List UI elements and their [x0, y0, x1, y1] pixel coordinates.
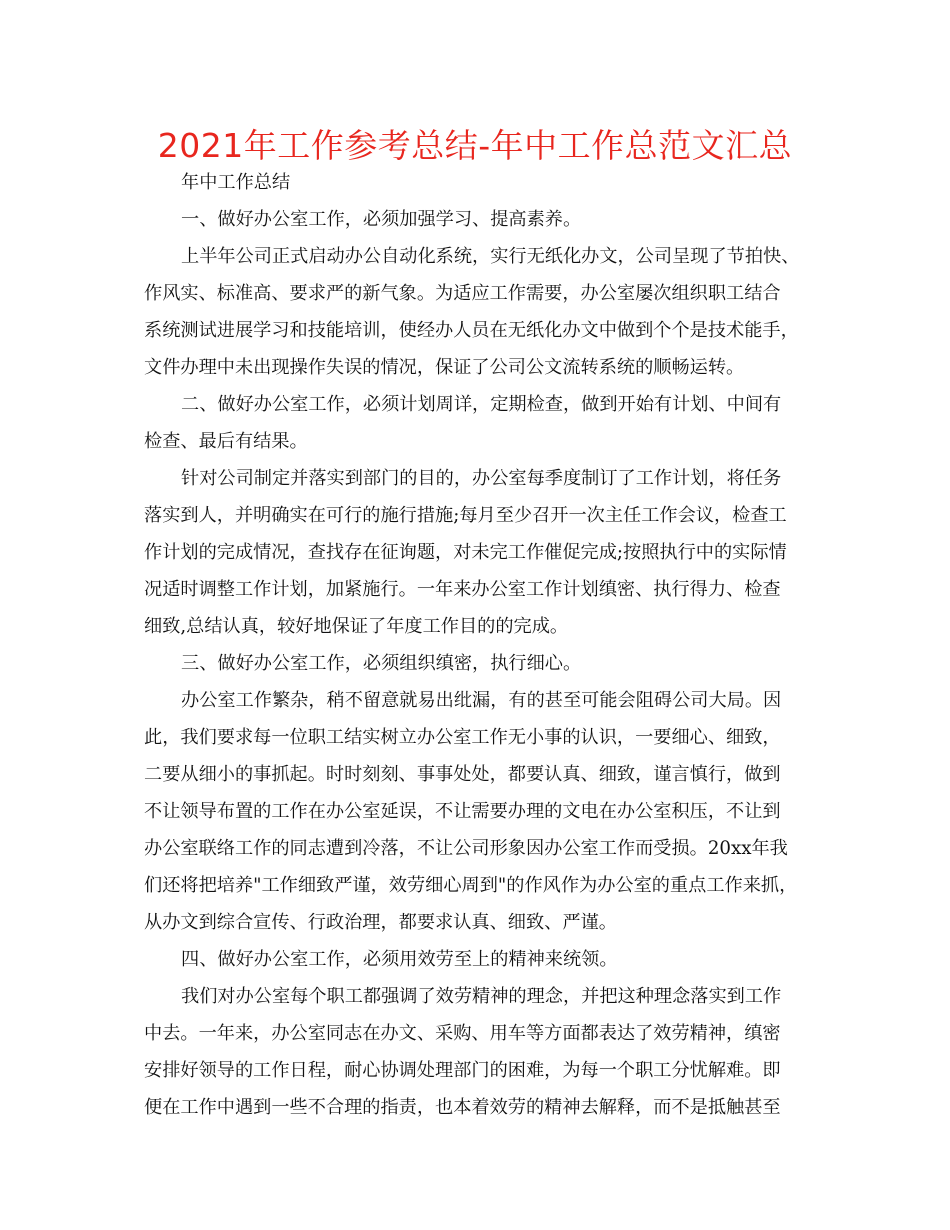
- paragraph: [144, 682, 808, 941]
- paragraph-line: 系统测试进展学习和技能培训，使经办人员在无纸化办文中做到个个是技术能手，: [144, 320, 799, 341]
- paragraph: [144, 941, 808, 978]
- paragraph-line: 中去。一年来，办公室同志在办文、采购、用车等方面都表达了效劳精神，缜密: [144, 1023, 781, 1044]
- paragraph-line: 们还将把培养"工作细致严谨，效劳细心周到"的作风作为办公室的重点工作来抓，: [144, 875, 798, 896]
- paragraph-line: 从办文到综合宣传、行政治理，都要求认真、细致、严谨。: [144, 912, 617, 933]
- paragraph: [144, 978, 808, 1126]
- paragraph-line: 我们对办公室每个职工都强调了效劳精神的理念，并把这种理念落实到工作: [181, 986, 782, 1007]
- paragraph-line: 落实到人，并明确实在可行的施行措施;每月至少召开一次主任工作会议，检查工: [144, 505, 787, 526]
- paragraph: [144, 201, 808, 238]
- paragraph-line: 二要从细小的事抓起。时时刻刻、事事处处，都要认真、细致，谨言慎行，做到: [144, 764, 781, 785]
- paragraph-line: 三、做好办公室工作，必须组织缜密，执行细心。: [181, 653, 582, 674]
- paragraph-line: 一、做好办公室工作，必须加强学习、提高素养。: [181, 209, 582, 230]
- paragraph-line: 办公室联络工作的同志遭到冷落，不让公司形象因办公室工作而受损。20xx年我: [144, 838, 788, 859]
- paragraph-line: 文件办理中未出现操作失误的情况，保证了公司公文流转系统的顺畅运转。: [144, 357, 745, 378]
- paragraph: [144, 460, 808, 645]
- paragraph-line: 便在工作中遇到一些不合理的指责，也本着效劳的精神去解释，而不是抵触甚至: [144, 1097, 781, 1118]
- paragraph: [144, 386, 808, 460]
- paragraph-line: 细致,总结认真，较好地保证了年度工作目的的完成。: [144, 616, 569, 637]
- document-title: 2021年工作参考总结-年中工作总范文汇总: [157, 126, 793, 165]
- paragraph-line: 检查、最后有结果。: [144, 431, 308, 452]
- paragraph-line: 上半年公司正式启动办公自动化系统，实行无纸化办文，公司呈现了节拍快、: [181, 246, 800, 267]
- paragraph: [144, 238, 808, 386]
- paragraph: [144, 645, 808, 682]
- paragraph-line: 此，我们要求每一位职工结实树立办公室工作无小事的认识，一要细心、细致，: [144, 727, 781, 748]
- document-body: [144, 164, 808, 1126]
- paragraph-line: 四、做好办公室工作，必须用效劳至上的精神来统领。: [181, 949, 618, 970]
- paragraph-line: 况适时调整工作计划，加紧施行。一年来办公室工作计划缜密、执行得力、检查: [144, 579, 781, 600]
- paragraph-line: 安排好领导的工作日程，耐心协调处理部门的困难，为每一个职工分忧解难。即: [144, 1060, 781, 1081]
- paragraph-line: 二、做好办公室工作，必须计划周详，定期检查，做到开始有计划、中间有: [181, 394, 782, 415]
- paragraph: [144, 164, 808, 201]
- paragraph-line: 办公室工作繁杂，稍不留意就易出纰漏，有的甚至可能会阻碍公司大局。因: [181, 690, 782, 711]
- paragraph-line: 不让领导布置的工作在办公室延误，不让需要办理的文电在办公室积压，不让到: [144, 801, 781, 822]
- paragraph-line: 年中工作总结: [181, 172, 291, 193]
- paragraph-line: 作风实、标准高、要求严的新气象。为适应工作需要，办公室屡次组织职工结合: [144, 283, 781, 304]
- paragraph-line: 作计划的完成情况，查找存在征询题，对未完工作催促完成;按照执行中的实际情: [144, 542, 787, 563]
- paragraph-line: 针对公司制定并落实到部门的目的，办公室每季度制订了工作计划，将任务: [181, 468, 782, 489]
